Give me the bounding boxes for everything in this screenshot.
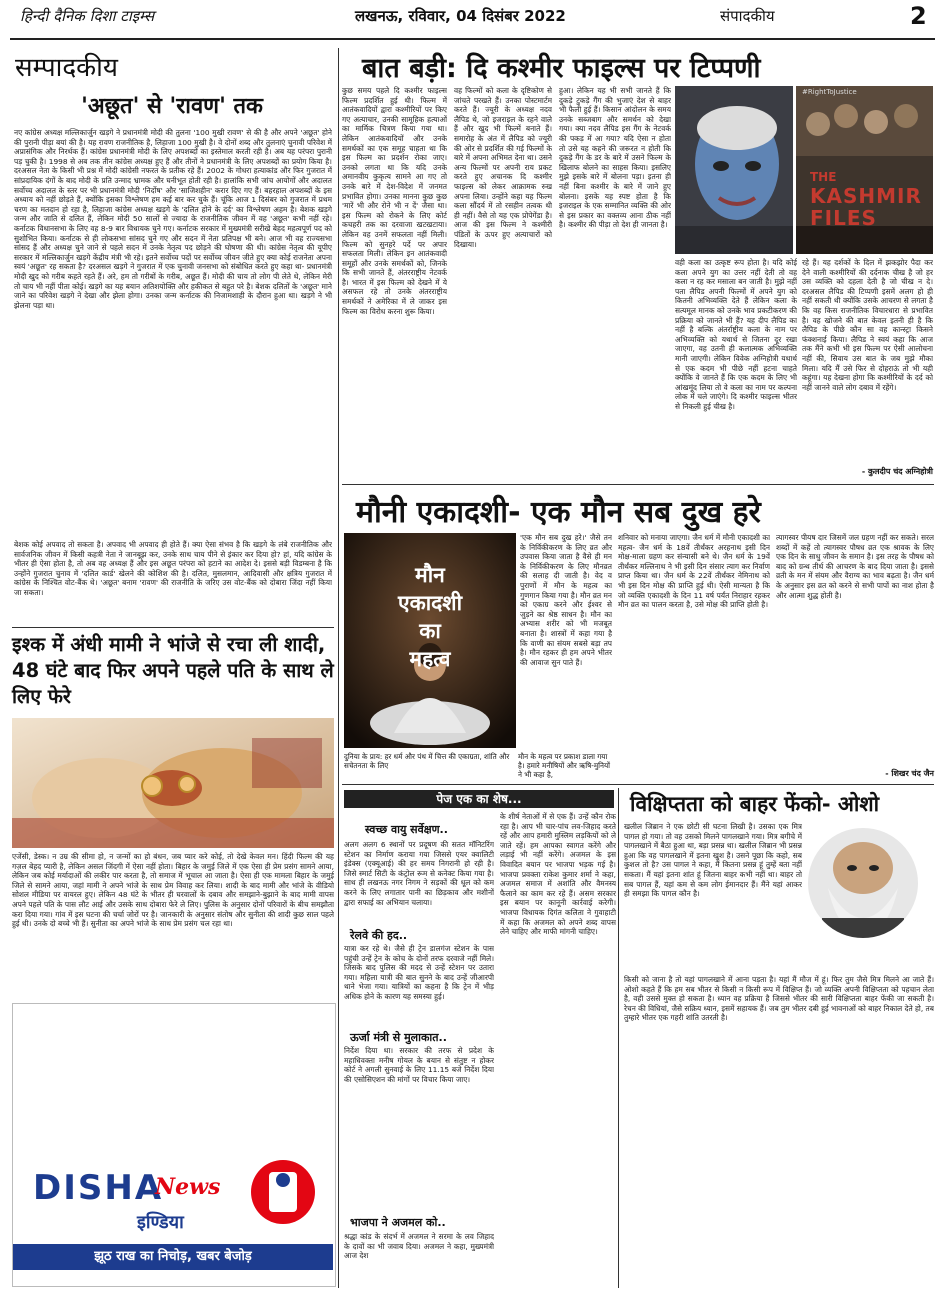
kashmir-actor-photo — [675, 86, 793, 254]
editorial-headline: 'अछूत' से 'रावण' तक — [81, 94, 263, 119]
divider — [342, 784, 934, 785]
disha-news-ad — [12, 1003, 336, 1287]
poster-tagline: #RightToJustice — [802, 88, 857, 96]
swachh-subhead: स्वच्छ वायु सर्वेक्षण.. — [365, 823, 448, 836]
kashmir-col-6: रहे हैं। यह दर्शकों के दिल में झकझोर पैदा कर देने वाली कश्मीरियों की दर्दनाक चीख है जो हर उस व्यक्ति को दहला देती है जो चीख न दे। दरअसल लैपिड की टिप्पणी इसमें अलग हो ही नहीं सकती थी क्योंकि उसके आचरण से लगता है कि वह किस राजनीतिक विचारधारा से प्रभावित है। वह खोजने की बात केवल इतनी ही है कि लैपिड के पीछे कौन सा वह कान्स्ट्रा किसने फंक्शनाई किया। लैपिड ने स्वयं कहा कि आज तक मैंने कभी भी इस फिल्म पर ऐसी आलोचना नहीं की, सिवाय उस बात के जब मुझे मौका मिला। यदि मैं उसे फिर से दोहराऊं तो भी यही कहूंगा। यह देखना होगा कि कश्मीरियों के दर्द को नहीं जानने वाले लोग दबाव में रहेंगे। — [802, 258, 933, 392]
poster-title-line2: KASHMIR — [810, 184, 922, 208]
disha-logo-name: DISHA — [33, 1168, 164, 1208]
section-name: संपादकीय — [720, 7, 775, 25]
mauni-headline: मौनी एकादशी- एक मौन सब दुख हरे — [356, 495, 761, 530]
osho-body-continued: किसी को जाना है तो यहां पागलखाने में आना पड़ता है। यहां मैं मौज में हूं। फिर तुम जैसे मित्र मिलने आ जाते हैं। ओशो कहते हैं कि हम सब भीतर से किसी न किसी रूप में विक्षिप्त हैं। जो व्यक्ति अपनी विक्षिप्तता को पहचान लेता है, वही उससे मुक्त हो सकता है। ध्यान वह प्रक्रिया है जिससे भीतर की सारी विक्षिप्तता बाहर फेंकी जा सकती है। रेचन की विधियां, जैसे सक्रिय ध्यान, इसमें सहायक हैं। जब तुम भीतर दबी हुई भावनाओं को बाहर निकाल देते हो, तब तुम्हारे भीतर एक गहरी शांति उतरती है। — [624, 975, 934, 1023]
continued-section-header: पेज एक का शेष... — [344, 790, 614, 808]
railway-body: यात्रा कर रहे थे। जैसे ही ट्रेन डालगंज स्टेशन के पास पहुंची उन्हें ट्रेन के कोच के दोनों तरफ दरवाजे नहीं मिले। जिसके बाद पुलिस की मदद से उन्हें स्टेशन पर उतारा गया। महिला यात्री की बात सुनने के बाद उन्हें जीआरपी थाने भेजा गया। यात्रियों का कहना है कि ट्रेन में भीड़ अधिक होने के कारण यह समस्या हुई। — [344, 944, 494, 1001]
disha-logo-tagline: झूठ राख का निचोड़, खबर बेजोड़ — [13, 1244, 333, 1270]
kashmir-col-2: वह फिल्मों को कला के दृष्टिकोण से जांचते परखते हैं। उनका पोस्टमार्टम करते हैं। ज्यूरी के अध्यक्ष नदव लैपिड थे, जो इजराइल के रहने वाले हैं और खुद भी फिल्में बनाते हैं। समारोह के अंत में लैपिड को ज्यूरी की ओर से प्रदर्शित की गई फिल्मों के बारे में अपना अभिमत देना था। उसने अन्य फिल्मों पर अपनी राय प्रकट करते हुए अचानक दि कश्मीर फाइल्स को लेकर आक्रामक रुख अपना लिया। उन्होंने कहा यह फिल्म कला सौंदर्य में तो रसहीन तत्वक थी ही नहीं। वैसे तो यह एक प्रोपेगेंडा है। आज की इस फिल्म ने कश्मीरी पंडितों के ऊपर हुए अत्याचारों को दिखाया। — [454, 86, 552, 249]
disha-logo-sub: इण्डिया — [137, 1212, 184, 1233]
divider — [12, 627, 334, 628]
osho-photo — [808, 828, 918, 938]
page-number: 2 — [910, 2, 927, 30]
bhajpa-body: श्रद्धा कांड के संदर्भ में अजमल ने सरमा के लव जिहाद के दावों का भी जवाब दिया। अजमल ने कहा, मुख्यमंत्री आज देश — [344, 1232, 494, 1261]
swachh-body: अलग अलग 6 स्थानों पर प्रदूषण की सतत मॉनिटरिंग स्टेशन का निर्माण कराया गया जिससे एयर क्वालिटी इंडेक्स (एक्यूआई) की हर समय निगरानी हो रही है। जिसे स्मार्ट सिटी के कंट्रोल रूम से कनेक्ट किया गया है। साथ ही लखनऊ नगर निगम ने सड़कों की धूल को कम करने के लिए लगातार पानी का छिड़काव और मशीनों द्वारा सफाई का अभियान चलाया। — [344, 840, 494, 907]
kashmir-headline: बात बड़ी: दि कश्मीर फाइल्स पर टिप्पणी — [362, 53, 761, 84]
urja-subhead: ऊर्जा मंत्री से मुलाकात.. — [350, 1031, 447, 1044]
continued-col-2: के शीर्ष नेताओं में से एक हैं। उन्हें कौन रोक रहा है। आप भी चार-पांच लव-जिहाद करते रहें और आप हमारी मुस्लिम लड़कियों को ले जाते रहें। हम आपका स्वागत करेंगे और लड़ाई भी नहीं करेंगे। अजमल के इस विवादित बयान पर भाजपा भड़क गई है। भाजपा प्रवक्ता राकेश कुमार शर्मा ने कहा, अजमल समाज में अशांति और वैमनस्य फैलाने का काम कर रहे हैं। असम सरकार इस बयान पर कानूनी कार्रवाई करेगी। भाजपा विधायक दिगंत कलिता ने गुवाहाटी में कहा कि अजमल को अपने शब्द वापस लेने चाहिए और माफी मांगनी चाहिए। — [500, 812, 616, 937]
ishq-headline: इश्क में अंधी मामी ने भांजे से रचा ली शादी, 48 घंटे बाद फिर अपने पहले पति के साथ ले लिए फेरे — [12, 633, 334, 708]
osho-body: खलील जिब्रान ने एक छोटी सी घटना लिखी है। उसका एक मित्र पागल हो गया। तो वह उसको मिलने पागलखाने गया। मित्र बगीचे में पागलखाने में बैठा हुआ था, बड़ा प्रसन्न था। खलील जिब्रान भी प्रसन्न हुआ कि वह पागलखाने में इतना खुश है। उसने पूछा कि कहो, सब कुशल तो है? उस पागल ने कहा, मैं कितना प्रसन्न हूं तुम्हें बता नहीं सकता। मैं यहां इतना शांत हूं जितना बाहर कभी नहीं था। बाहर तो सब पागल हैं, यहां कम से कम लोग ईमानदार हैं। मैंने यहां आकर ही समझा कि पागल कौन है। — [624, 822, 802, 899]
editorial-body: नए कांग्रेस अध्यक्ष मल्लिकार्जुन खड़गे ने प्रधानमंत्री मोदी की तुलना '100 मुखी रावण' से की है और अपने 'अछूत' होने की पुरानी पीड़ा बयां की है। यह रावण राजनीतिक है, लिहाजा 100 मुखी है। वे दोनों शब्द और तुलनाएं चुनावी परिवेश में अप्रासंगिक और निरर्थक हैं। कांग्रेस प्रधानमंत्री मोदी के लिए अपशब्दों का इस्तेमाल करती रही है। अब यह परंपरा पुरानी पड़ चुकी है। 1998 से अब तक तीन कांग्रेस अध्यक्ष हुए हैं और तीनों ने प्रधानमंत्री के लिए अपशब्दों का प्रयोग किया है। दरअसल नेता के किसी भी प्रश्न में मोदी कांग्रेसी नफरत के प्रतीक रहे हैं। 2002 के गोधरा हत्याकांड और फिर गुजरात में सांप्रदायिक दंगों के बाद मोदी के प्रति उन्माद भ्रामक और घनीभूत होती रही है। हालांकि सभी जांच आयोगों और अदालत सर्वोच्च अदालत के स्तर पर भी प्रधानमंत्री मोदी 'निर्दोष' और 'साजिशहीन' करार दिए गए हैं। बहरहाल अपशब्दों के इस अध्याय को नहीं छोड़ते हैं, क्योंकि इसका विश्लेषण हम कई बार कर चुके हैं। चूंकि आज 1 दिसंबर को गुजरात में प्रथम चरण का मतदान हो रहा है, लिहाजा कांग्रेस अध्यक्ष खड़गे के 'दलित होने के दर्द' का विश्लेषण अहम है। बेशक खड़गे जन्म और जाति से दलित हैं, लेकिन मोदी 50 सालों से ज्यादा के राजनीतिक जीवन में वह 'अछूत' कभी नहीं रहे। कर्नाटक विधानसभा के लिए वह 8-9 बार विधायक चुने गए। कर्नाटक सरकार में मुख्यमंत्री सरीखे बेहद महत्वपूर्ण पद को सुशोभित किया। कर्नाटक से ही लोकसभा सांसद चुने गए और सदन में नेता प्रतिपक्ष भी बने। आज भी वह राज्यसभा सांसद हैं और अध्यक्ष चुने जाने से पहले सदन में उनके नेतृत्व पद छोड़ने की घोषणा की थी। कांग्रेस नेतृत्व की यूपीए सरकार में मल्लिकार्जुन खड़गे केंद्रीय मंत्री भी रहे। इतने सर्वोच्च पदों पर सर्वोच्च जीवन जीते हुए क्या कोई राजनेता अपना स्वयं 'अछूत' रह सकता है? दरअसल खड़गे ने गुजरात में एक चुनावी जनसभा को संबोधित करते हुए कहा था- प्रधानमंत्री मोदी खुद को गरीब कहते रहते हैं। अरे, हम तो गरीबों के गरीब, अछूत हैं। मोदी की चाय तो लोग पी लेते थे, लेकिन मेरी तो चाय भी नहीं पीता कोई। खड़गे का यह बयान अतिशयोक्ति और हकीकत से बहुत परे है। बेशक दलितों के 'अछूत' माने जाने का परिवेश खड़गे ने देखा और झेला होगा। उनका जन्म कर्नाटक की निजामशाही के दौरान हुआ था। खड़गे ने भी झेलना पड़ा था। — [14, 128, 332, 310]
osho-headline: विक्षिप्तता को बाहर फेंको- ओशो — [630, 792, 880, 816]
mauni-image-line2: एकादशी — [397, 591, 463, 615]
poster-title-line3: FILES — [810, 206, 877, 230]
column-rule — [618, 788, 619, 1288]
mauni-ekadashi-image — [344, 533, 516, 748]
kashmir-col-5: वही कला का उत्कृष्ट रूप होता है। यदि कोई कला अपने युग का उत्तर नहीं देती तो वह कला न रह कर मसाला बन जाती है। मुझे नहीं पता लैपिड अपनी फिल्मों में अपने युग को कितनी अभिव्यक्ति देते हैं लेकिन कला के सत्यमूल मानक को उनके भाव प्रकटीकरण की प्रक्रिया को जानते भी हैं? यह दीप लैपिड का नहीं है बल्कि अंतर्राष्ट्रीय कला के नाम पर अभिव्यक्ति को यथार्थ से जितना दूर रखा जाएगा, वह उतनी ही कलात्मक अभिव्यक्ति मानी जाएगी। लेकिन विवेक अग्निहोत्री यथार्थ से एक कदम भी पीछे नहीं हटना चाहते क्योंकि वे जानते हैं कि एक कदम के लिए भी आंखमूंद लिया तो वे कला का नाम पर कल्पना लोक में चले जाएंगे। दि कश्मीर फाइल्स भीतर से निकली हुई चीख है। — [675, 258, 797, 411]
mauni-caption-right: मौन के महत्व पर प्रकाश डाला गया है। हमारे मनीषियों और ऋषि-मुनियों ने भी कहा है, — [518, 752, 611, 779]
bhajpa-subhead: भाजपा ने अजमल को.. — [350, 1216, 446, 1229]
mauni-image-line1: मौन — [415, 563, 445, 587]
paper-name: हिन्दी दैनिक दिशा टाइम्स — [20, 7, 155, 25]
urja-body: निर्देश दिया था। सरकार की तरफ से प्रदेश के महाधिवक्ता मनीष गोयल के बयान से संतुष्ट न होकर कोर्ट ने अगली सुनवाई के लिए 11.15 बजे निर्देश दिया की एसोसिएशन की मांगों पर विचार किया जाए। — [344, 1046, 494, 1084]
disha-logo-news: News — [155, 1174, 221, 1200]
kashmir-byline: - कुलदीप चंद अग्निहोत्री — [861, 467, 933, 476]
railway-subhead: रेलवे की हद.. — [350, 929, 408, 942]
mauni-image-line3: का — [419, 619, 441, 643]
mauni-col-3: त्यागस्वर पीयष दार जिसमें जल ग्रहण नहीं कर सकते। सरल शब्दों में कहें तो त्यागस्वर पौषध व्रत एक श्रावक के लिए एक दिन के साधु जीवन के समान है। इस तरह के पौषध को बाद को ग्रन्थ तीर्थ की आचरण के बाद दिया जाता है। इससे व्रती के मन में संयम और वैराग्य का भाव बढ़ता है। जैन धर्म के अनुसार इस व्रत को करने से सभी पापों का नाश होता है और आत्मा शुद्ध होती है। — [776, 533, 934, 600]
divider — [342, 484, 934, 485]
editorial-body-continued: बेशक कोई अपवाद तो सकता है। अपवाद भी अपवाद ही होते हैं। क्या ऐसा संभव है कि खड़गे के लंबे राजनीतिक और सार्वजनिक जीवन में किसी कहत्री नेता ने जानबूझ कर, उनके साथ चाय पीने से इंकार कर दिया हो? हां, यदि कांग्रेस के भीतर ही ऐसा होता है, तो अब वह अध्यक्ष हैं और इस अछूत परंपरा को हटाने का आदेश दे। इससे बड़ी विडम्बना है कि उन्होंने गुजरात चुनाव में 'दलित कार्ड' खेलने की कोशिश की है। दलित, मुसलमान, आदिवासी और क्षत्रिय गुजरात में कांग्रेस के निश्चित वोट-बैंक थे। 'अछूत' बनाम 'रावण' की राजनीति के जरिए उस वोट-बैंक को दोबारा जिंदा नहीं किया जा सकता। — [14, 540, 332, 597]
mauni-col-2: शनिवार को मनाया जाएगा। जैन धर्म में मौनी एकादशी का महत्व- जैन धर्म के 18वें तीर्थंकर अरहनाथ इसी दिन मोक्ष-माला ग्रहण कर संन्यासी बने थे। जैन धर्म के 19वें तीर्थंकर मल्लिनाथ ने भी इसी दिन संसार त्याग कर निर्वाण प्राप्त किया था। जैन धर्म के 22वें तीर्थंकर नेमिनाथ को भी इस दिन मोक्ष की प्राप्ति हुई थी। ऐसी मान्यता है कि जो व्यक्ति एकादशी के दिन 11 वर्ष पर्यंत निराहार रहकर मौन व्रत का पालन करता है, उसे मोक्ष की प्राप्ति होती है। — [618, 533, 770, 610]
poster-title-line1: THE — [810, 170, 837, 184]
kashmir-poster — [796, 86, 933, 254]
mauni-col-1: 'एक मौन सब दुख हरे।' जैसे तन के निर्विकीकरण के लिए व्रत और उपवास किया जाता है वैसे ही मन के निर्विकीकरण के लिए मौनव्रत की सलाह दी जाती है। वेद व पुराणों में मौन के महत्व का गुणगान किया गया है। मौन व्रत मन को एकाग्र करने और ईश्वर से जुड़ने का श्रेष्ठ साधन है। मौन का अभ्यास शरीर को भी मजबूत बनाता है। शास्त्रों में कहा गया है कि वाणी का संयम सबसे बड़ा तप है। मौन रहकर ही हम अपने भीतर की आवाज सुन पाते हैं। — [520, 533, 612, 667]
mauni-caption-left: दुनिया के प्राय: हर धर्म और पंथ में चित्त की एकाग्रता, शांति और सचेतनता के लिए — [344, 752, 510, 770]
ishq-body: एजेंसी, डेस्क। न उम्र की सीमा हो, न जन्मों का हो बंधन, जब प्यार करे कोई, तो देखे केवल मन। हिंदी फिल्म की यह गज़ल बेहद प्यारी है, लेकिन असल जिंदगी में ऐसा नहीं होता। बिहार के जमुई जिले में एक ऐसा ही प्रेम प्रसंग सामने आया, लेकिन जब कोई मर्यादाओं की लकीर पार करता है, तो समाज में भूचाल आ जाता है। ऐसा ही एक मामला बिहार के जमुई जिले से सामने आया, जहां मामी ने अपने भांजे के साथ प्रेम विवाह कर लिया। शादी के बाद मामी और भांजे के वीडियो सोशल मीडिया पर वायरल हुए। लेकिन 48 घंटे के भीतर ही घरवालों के दबाव और समझाने-बुझाने के बाद मामी वापस अपने पहले पति के पास लौट आई और उसके साथ दोबारा फेरे ले लिए। पुलिस के अनुसार दोनों परिवारों के बीच समझौता करा दिया गया। गांव में इस घटना की चर्चा जोरों पर है। जानकारी के अनुसार संतोष और सुनीता की शादी कुछ साल पहले हुई थी। उनके दो बच्चे भी हैं। सुनीता का अपने भांजे के साथ प्रेम प्रसंग चल रहा था। — [12, 852, 334, 929]
wedding-photo — [12, 718, 334, 848]
column-rule — [338, 48, 339, 1288]
editorial-section-title: सम्पादकीय — [15, 53, 118, 83]
mauni-image-line4: महत्व — [409, 647, 451, 671]
dateline: लखनऊ, रविवार, 04 दिसंबर 2022 — [355, 7, 566, 25]
kashmir-col-3: हुआ। लेकिन यह भी सभी जानते हैं कि दुकड़े टुकड़े गैंग की भुजाएं देश से बाहर भी फैली हुई हैं। किसान आंदोलन के समय उनके सब्जबाग और समर्थन को देखा गया। क्या नदव लैपिड इस गैंग के नेटवर्क की पकड़ में आ गया? यदि ऐसा न होता तो उसे यह कहने की जरूरत न होती कि दुकड़े गैंग के डर के बारे में उसने फिल्म के खिलाफ बोलने का साहस किया। इसलिए मुझे इसके बारे में बोलना पड़ा। इतना ही नहीं बिना कश्मीर के बारे में जाने हुए बोलना। इसके यह स्पष्ट होता है कि इजराइल के एक सम्मानित व्यक्ति की ओर से इस प्रकार का वक्तव्य आना ठीक नहीं है। कश्मीर की पीड़ा तो देश ही जानता है। — [559, 86, 671, 230]
mauni-byline: - शिखर चंद जैन — [885, 769, 934, 778]
kashmir-col-1: कुछ समय पहले दि कश्मीर फाइल्स फिल्म प्रदर्शित हुई थी। फिल्म में आतंकवादियों द्वारा कश्मीरियों पर किए गए अत्याचार, उनकी सामूहिक हत्याओं का मार्मिक चित्रण किया गया था। लेकिन आतंकवादियों और उनके समर्थकों का एक समूह चाहता था कि इस फिल्म का प्रदर्शन रोका जाए। उनको लगता था कि यदि उनके अमानवीय कुकृत्य सामने आ गए तो उनके बारे में देश-विदेश में जनमत प्रभावित होगा। उनका मानना कुछ कुछ 'मारें भी और रोने भी न दें' जैसा था। इस फिल्म को रोकने के लिए कोर्ट कचहरी तक का दरवाजा खटखटाया। लेकिन वह उनमें सफलता नहीं मिली। फिल्म को सुनहरे पर्दे पर अपार सफलता मिली। लेकिन इन आतंकवादी समूहों और उनके समर्थकों को, जिनके कि सभी जानते हैं, अंतरराष्ट्रीय नेटवर्क है। भारत में इस फिल्म को देखने में ये असफल रहे तो उनके अंतरराष्ट्रीय समर्थकों ने अमेरिका में ले जाकर इस फिल्म का विरोध करना शुरू किया। — [342, 86, 447, 316]
